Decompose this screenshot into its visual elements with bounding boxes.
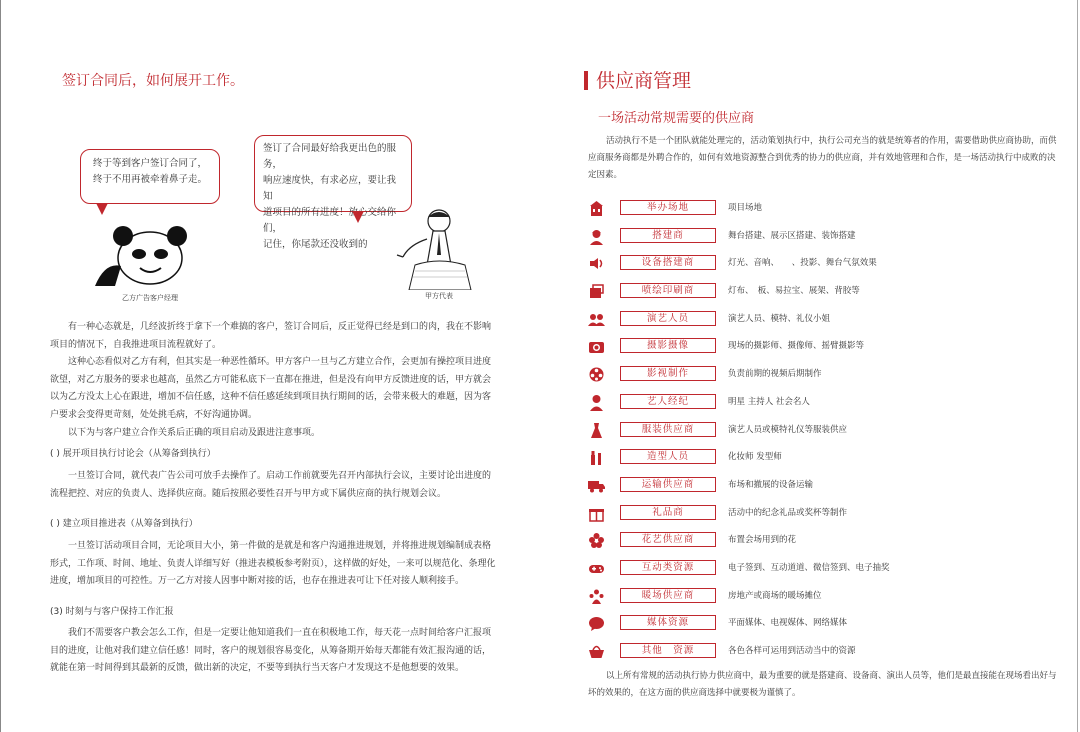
paragraph-text: 这种心态看似对乙方有利，但其实是一种恶性循环。甲方客户一旦与乙方建立合作，会更加有操控项目进度欲望，对乙方服务的要求也越高，虽然乙方可能私底下一直都在推进，但是没有向甲方反馈进度的话，甲方就会以为乙方没太上心在跟进，增加不信任感，这种不信任感延续到项目执行期间的话，会带来极大的难题，因为客户要求会变得更苛刻，处处挑毛病，不好沟通协调。 xyxy=(50,357,492,420)
supplier-row xyxy=(588,198,1068,226)
intro-paragraph xyxy=(588,133,1058,184)
page-title: 签订合同后，如何展开工作。 xyxy=(62,73,244,89)
caption-agency: 乙方广告客户经理 xyxy=(122,294,178,302)
supplier-row xyxy=(588,420,1068,448)
supplier-desc: 房地产或商场的暖场摊位 xyxy=(728,590,822,601)
bubble-line: 终于等到客户签订合同了， xyxy=(92,158,207,169)
supplier-label: 互动类资源 xyxy=(620,560,716,575)
supplier-desc: 演艺人员或模特礼仪等服装供应 xyxy=(728,424,848,435)
supplier-label: 举办场地 xyxy=(620,200,716,215)
print-icon xyxy=(588,283,605,300)
supplier-desc: 平面媒体、电视媒体、网络媒体 xyxy=(728,618,848,629)
paragraph xyxy=(50,319,498,354)
supplier-label: 影视制作 xyxy=(620,366,716,381)
paragraph xyxy=(50,538,498,591)
supplier-desc: 负责前期的视频后期制作 xyxy=(728,369,822,380)
supplier-label: 媒体资源 xyxy=(620,615,716,630)
bubble-line: 记住，你尾款还没收到的 xyxy=(263,239,368,250)
supplier-label: 喷绘印刷商 xyxy=(620,283,716,298)
supplier-desc: 明星 主持人 社会名人 xyxy=(728,396,810,407)
paragraph-text: 有一种心态就是，几经波折终于拿下一个难搞的客户，签订合同后，反正觉得已经是到口的肉，我在不影响项目的情况下，自我推进项目流程就好了。 xyxy=(50,322,492,350)
bubble-line: 道项目的所有进度！放心交给你们， xyxy=(263,207,397,234)
gamepad-icon xyxy=(588,560,605,577)
supplier-desc: 演艺人员、模特、礼仪小姐 xyxy=(728,313,831,324)
supplier-row xyxy=(588,475,1068,503)
people-icon xyxy=(588,311,605,328)
supplier-row xyxy=(588,530,1068,558)
supplier-row xyxy=(588,364,1068,392)
supplier-desc: 项目场地 xyxy=(728,203,763,213)
supplier-row xyxy=(588,447,1068,475)
supplier-label: 运输供应商 xyxy=(620,477,716,492)
makeup-icon xyxy=(588,449,605,466)
paragraph-text: 一旦签订合同，就代表广告公司可放手去操作了。启动工作前就要先召开内部执行会议，主要讨论出进度的流程把控、对应的负责人、选择供应商。随后按照必要性召开与甲方或下属供应商的执行规划会议。 xyxy=(50,471,492,499)
supplier-desc: 电子签到、互动道道、微信签到、电子抽奖 xyxy=(728,562,890,573)
group-icon xyxy=(588,588,605,605)
bubble-tail xyxy=(96,203,108,215)
supplier-row xyxy=(588,586,1068,614)
camera-icon xyxy=(588,338,605,355)
paragraph xyxy=(50,625,498,678)
film-icon xyxy=(588,366,605,383)
supplier-row xyxy=(588,253,1068,281)
truck-icon xyxy=(588,477,605,494)
speaker-icon xyxy=(588,255,605,272)
supplier-desc: 灯光、音响、 、投影、舞台气氛效果 xyxy=(728,258,877,269)
supplier-label: 礼品商 xyxy=(620,505,716,520)
supplier-label: 摄影摄像 xyxy=(620,338,716,353)
supplier-label: 艺人经纪 xyxy=(620,394,716,409)
paragraph xyxy=(50,468,498,503)
supplier-desc: 布场和撤展的设备运输 xyxy=(728,479,814,490)
footer-text: 以上所有常规的活动执行协力供应商中，最为重要的就是搭建商、设备商、演出人员等，他们是最直接能在现场看出好与坏的效果的，在这方面的供应商选择中就要极为谨慎了。 xyxy=(588,671,1057,698)
speech-bubble-agency xyxy=(80,149,220,204)
person-icon xyxy=(588,394,605,411)
supplier-row xyxy=(588,641,1068,669)
basket-icon xyxy=(588,643,605,660)
page-title: 供应商管理 xyxy=(596,70,692,92)
supplier-row xyxy=(588,336,1068,364)
supplier-label: 花艺供应商 xyxy=(620,532,716,547)
paragraph-text: 以下为与客户建立合作关系后正确的项目启动及跟进注意事项。 xyxy=(68,428,321,438)
chat-icon xyxy=(588,615,605,632)
building-icon xyxy=(588,200,605,217)
dress-icon xyxy=(588,422,605,439)
supplier-label: 其他 资源 xyxy=(620,643,716,658)
supplier-desc: 现场的摄影师、摄像师、摇臂摄影等 xyxy=(728,341,865,352)
supplier-label: 服装供应商 xyxy=(620,422,716,437)
supplier-label: 设备搭建商 xyxy=(620,255,716,270)
bubble-line: 响应速度快，有求必应，要让我知 xyxy=(263,175,397,202)
paragraph xyxy=(50,425,498,443)
supplier-desc: 活动中的纪念礼品或奖杯等制作 xyxy=(728,507,848,518)
supplier-label: 暖场供应商 xyxy=(620,588,716,603)
footer-paragraph xyxy=(588,668,1063,702)
supplier-row xyxy=(588,503,1068,531)
supplier-row xyxy=(588,226,1068,254)
paragraph-text: 我们不需要客户教会怎么工作，但是一定要让他知道我们一直在积极地工作，每天花一点时间给客户汇报项目的进度，让他对我们建立信任感！同时，客户的规划很容易变化，从筹备期开始每天都能有效汇报沟通的话，就能在第一时间得到其最新的反馈，做出新的决定，不要等到执行当天客户才发现这不是他想要的效果。 xyxy=(50,628,492,673)
bubble-tail xyxy=(352,211,364,223)
speech-bubble-client xyxy=(254,135,412,250)
section-heading: ( ) 展开项目执行讨论会（从筹备到执行） xyxy=(50,449,216,459)
paragraph xyxy=(50,354,498,424)
supplier-desc: 布置会场用到的花 xyxy=(728,535,797,546)
paragraph-text: 一旦签订活动项目合同，无论项目大小，第一件做的是就是和客户沟通推进规划，并将推进规划编制成表格形式，工作项、时间、地址、负责人详细写好（推进表模板参考附页），这样做的好处，一来可以规范化、条理化进度，增加项目的可控性。万一乙方对接人因事中断对接的话，也存在推进表可让下任对接人顺利接手。 xyxy=(50,541,496,586)
title-accent-bar xyxy=(584,71,588,90)
supplier-desc: 化妆师 发型师 xyxy=(728,452,782,463)
supplier-label: 搭建商 xyxy=(620,228,716,243)
intro-text: 活动执行不是一个团队就能处理完的，活动策划执行中，执行公司充当的就是统筹者的作用，需要借助供应商协助，而供应商服务商都是外聘合作的，如何有效地资源整合到优秀的协力的供应商，并有效地管理和合作，是一场活动执行中成败的决定因素。 xyxy=(588,136,1057,180)
bubble-line: 签订了合同最好给我更出色的服务， xyxy=(263,143,397,170)
panda-meme-illustration xyxy=(95,222,193,286)
page-subtitle: 一场活动常规需要的供应商 xyxy=(598,111,755,126)
flower-icon xyxy=(588,532,605,549)
supplier-label: 造型人员 xyxy=(620,449,716,464)
caption-client: 甲方代表 xyxy=(425,292,453,300)
worker-icon xyxy=(588,228,605,245)
supplier-label: 演艺人员 xyxy=(620,311,716,326)
bubble-line: 终于不用再被牵着鼻子走。 xyxy=(92,174,207,185)
supplier-desc: 灯布、 板、易拉宝、展架、背胶等 xyxy=(728,286,860,297)
supplier-row xyxy=(588,309,1068,337)
right-page xyxy=(540,0,1080,732)
gift-icon xyxy=(588,505,605,522)
supplier-desc: 舞台搭建、展示区搭建、装饰搭建 xyxy=(728,230,856,241)
supplier-row xyxy=(588,558,1068,586)
supplier-list xyxy=(588,198,1068,669)
section-heading: (3) 时刻与与客户保持工作汇报 xyxy=(50,607,174,617)
supplier-desc: 各色各样可运用到活动当中的资源 xyxy=(728,646,856,656)
supplier-row xyxy=(588,281,1068,309)
businessman-illustration xyxy=(395,205,480,290)
supplier-row xyxy=(588,613,1068,641)
section-heading: ( ) 建立项目推进表（从筹备到执行） xyxy=(50,519,198,529)
supplier-row xyxy=(588,392,1068,420)
